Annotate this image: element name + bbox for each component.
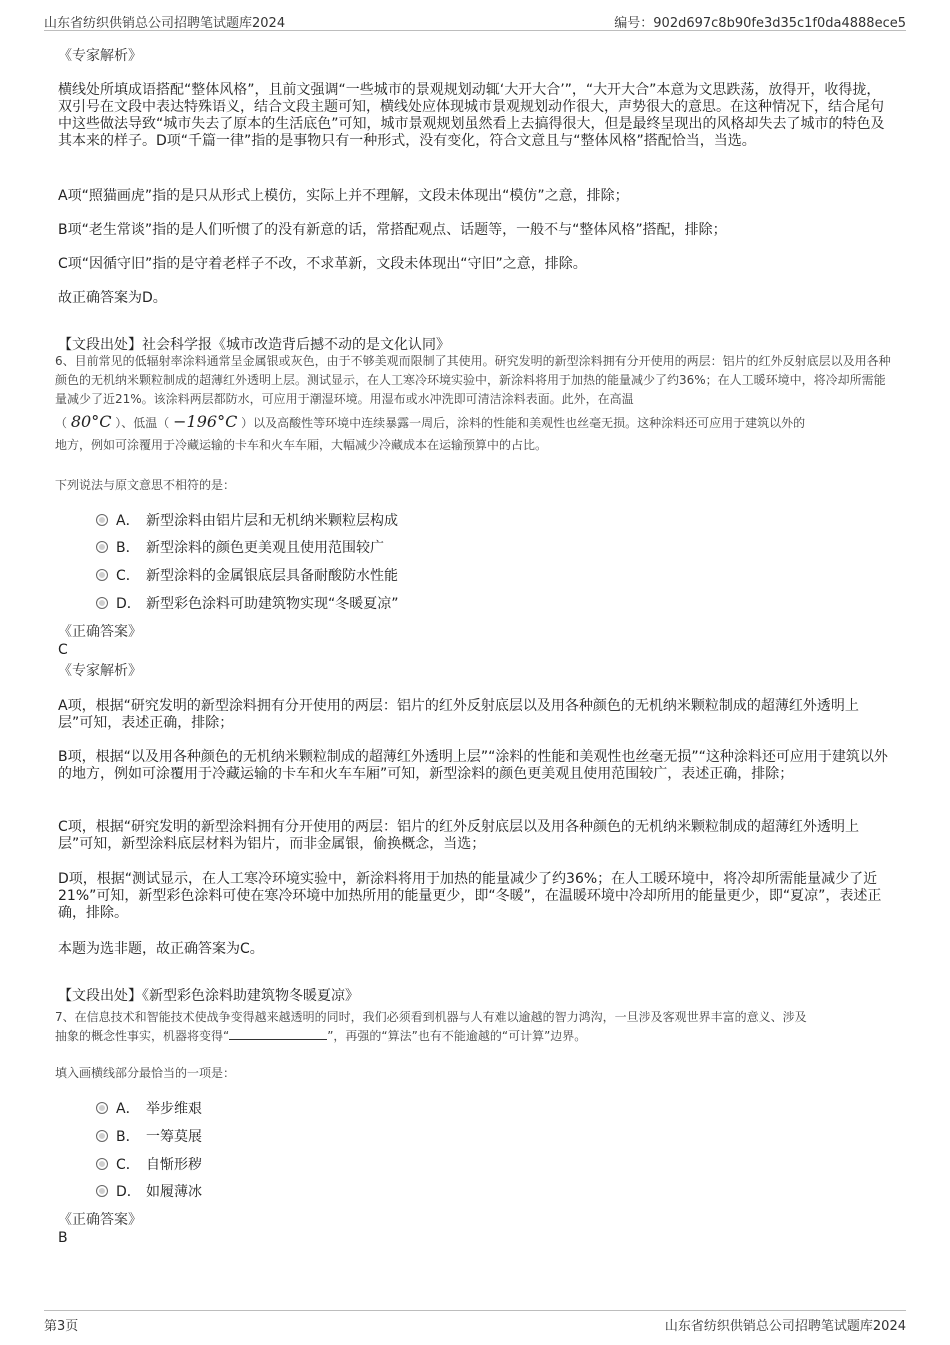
footer-page-number: 第3页 [44, 1319, 79, 1334]
page-header [44, 8, 906, 31]
q7-option-d[interactable] [96, 1181, 202, 1203]
q6-analysis-c: C项，根据“研究发明的新型涂料拥有分开使用的两层：铝片的红外反射底层以及用各种颜色的无机纳米颗粒制成的超薄红外透明上层”可知，新型涂料底层材料为铝片，而非金属银，偷换概念，当选； [58, 819, 860, 852]
option-text: 自惭形秽 [146, 1157, 202, 1173]
radio-icon[interactable] [96, 514, 108, 526]
q7-stem-after-blank: ”，再强的“算法”也有不能逾越的“可计算”边界。 [327, 1029, 587, 1043]
option-letter: C． [116, 568, 140, 584]
radio-icon[interactable] [96, 1185, 108, 1197]
q6-stem-part3: 地方，例如可涂覆用于冷藏运输的卡车和火车车厢，大幅减少冷藏成本在运输预算中的占比。 [55, 438, 548, 452]
option-text: 如履薄冰 [146, 1184, 202, 1200]
radio-icon[interactable] [96, 1158, 108, 1170]
q6-option-c[interactable] [96, 565, 398, 587]
radio-icon[interactable] [96, 569, 108, 581]
q7-answer-label: 《正确答案》 [58, 1212, 142, 1228]
q5-analysis-text: 横线处所填成语搭配“整体风格”，且前文强调“一些城市的景观规划动辄‘大开大合’”，“大开大合”本意为文思跌荡，放得开，收得拢，双引号在文段中表达特殊语义，结合文段主题可知，横线处应体现城市景观规划动作很大，声势很大的意思。在这种情况下，结合尾句中这些做法导致“城市失去了原本的生活底色”可知，城市景观规划虽然看上去搞得很大，但是最终呈现出的风格却失去了城市的特色及其本来的样子。D项“千篇一律”指的是事物只有一种形式，没有变化，符合文意且与“整体风格”搭配恰当，当选。 [58, 82, 885, 149]
option-letter: B． [116, 540, 140, 556]
q7-option-c[interactable] [96, 1154, 202, 1176]
q6-answer-value: C [58, 642, 68, 658]
q6-answer-label: 《正确答案》 [58, 624, 142, 640]
option-text: 一筹莫展 [146, 1129, 202, 1145]
q6-option-b[interactable] [96, 537, 384, 559]
option-text: 新型涂料的颜色更美观且使用范围较广 [146, 540, 384, 556]
q7-prompt: 填入画横线部分最恰当的一项是： [55, 1066, 236, 1080]
radio-icon[interactable] [96, 541, 108, 553]
option-text: 新型彩色涂料可助建筑物实现“冬暖夏凉” [146, 596, 399, 612]
footer-title: 山东省纺织供销总公司招聘笔试题库2024 [664, 1319, 906, 1334]
radio-icon[interactable] [96, 1102, 108, 1114]
q6-analysis-b: B项，根据“以及用各种颜色的无机纳米颗粒制成的超薄红外透明上层”“涂料的性能和美观性也丝毫无损”“这种涂料还可应用于建筑以外的地方，例如可涂覆用于冷藏运输的卡车和火车车厢”可知，新型涂料的颜色更美观且使用范围较广，表述正确，排除； [58, 749, 888, 782]
q6-option-a[interactable] [96, 510, 398, 532]
q6-stem-mid: ）、低温（ [115, 416, 170, 430]
option-letter: A． [116, 513, 140, 529]
q6-stem-paren-open: （ [55, 416, 68, 430]
q7-option-a[interactable] [96, 1098, 202, 1120]
page-footer [44, 1310, 906, 1333]
option-letter: C． [116, 1157, 140, 1173]
q7-answer-value: B [58, 1230, 68, 1246]
header-code: 编号：902d697c8b90fe3d35c1f0da4888ece5 [614, 16, 906, 31]
q6-analysis-d: D项，根据“测试显示，在人工寒冷环境实验中，新涂料将用于加热的能量减少了约36%；在人工暖环境中，将冷却所需能量减少了近21%”可知，新型彩色涂料可使在寒冷环境中加热所用的能量更少，即“冬暖”，在温暖环境中冷却所用的能量更少，即“夏凉”，表述正确，排除。 [58, 871, 882, 921]
option-text: 新型涂料由铝片层和无机纳米颗粒层构成 [146, 513, 398, 529]
option-letter: D． [116, 596, 141, 612]
q6-stem-part1: 6、目前常见的低辐射率涂料通常呈金属银或灰色，由于不够美观而限制了其使用。研究发明的新型涂料拥有分开使用的两层：铝片的红外反射底层以及用各种颜色的无机纳米颗粒制成的超薄红外透明上层。测试显示，在人工寒冷环境实验中，新涂料将用于加热的能量减少了约36%；在人工暖环境中，将冷却所需能量减少了近21%。该涂料两层都防水，可应用于潮湿环境。用湿布或水冲洗即可清洁涂料表面。此外，在高温 [55, 354, 891, 406]
q7-stem [55, 1008, 893, 1046]
q6-prompt: 下列说法与原文意思不相符的是： [55, 478, 236, 492]
option-letter: A． [116, 1101, 140, 1117]
option-letter: B． [116, 1129, 140, 1145]
radio-icon[interactable] [96, 597, 108, 609]
q6-analysis-a: A项，根据“研究发明的新型涂料拥有分开使用的两层：铝片的红外反射底层以及用各种颜色的无机纳米颗粒制成的超薄红外透明上层”可知，表述正确，排除； [58, 698, 859, 731]
radio-icon[interactable] [96, 1130, 108, 1142]
q6-stem [55, 352, 893, 455]
q6-analysis-label: 《专家解析》 [58, 663, 142, 679]
answer-blank [229, 1027, 327, 1040]
q5-source: 【文段出处】社会科学报《城市改造背后撼不动的是文化认同》 [58, 337, 450, 353]
q6-stem-part2 [55, 409, 893, 436]
q5-analysis-item-b: B项“老生常谈”指的是人们听惯了的没有新意的话，常搭配观点、话题等，一般不与“整体风格”搭配，排除； [58, 222, 727, 238]
option-letter: D． [116, 1184, 141, 1200]
q6-option-d[interactable] [96, 593, 399, 615]
q7-option-b[interactable] [96, 1126, 202, 1148]
q5-analysis-item-c: C项“因循守旧”指的是守着老样子不改，不求革新，文段未体现出“守旧”之意，排除。 [58, 256, 587, 272]
q6-stem-rest: ）以及高酸性等环境中连续暴露一周后，涂料的性能和美观性也丝毫无损。这种涂料还可应用于建筑以外的 [241, 416, 806, 430]
q6-conclusion: 本题为选非题，故正确答案为C。 [58, 941, 264, 957]
q6-temp-low: −196°C [173, 412, 238, 431]
option-text: 新型涂料的金属银底层具备耐酸防水性能 [146, 568, 398, 584]
q5-conclusion: 故正确答案为D。 [58, 290, 167, 306]
q5-analysis-label: 《专家解析》 [58, 48, 142, 64]
q7-stem-before-blank: 抽象的概念性事实，机器将变得“ [55, 1029, 230, 1043]
q6-temp-high: 80°C [70, 412, 112, 431]
q5-analysis-item-a: A项“照猫画虎”指的是只从形式上模仿，实际上并不理解，文段未体现出“模仿”之意，排除； [58, 188, 629, 204]
option-text: 举步维艰 [146, 1101, 202, 1117]
q7-stem-part2 [55, 1027, 893, 1046]
q6-source: 【文段出处】《新型彩色涂料助建筑物冬暖夏凉》 [58, 988, 359, 1004]
header-title: 山东省纺织供销总公司招聘笔试题库2024 [44, 16, 286, 31]
q7-stem-part1: 7、在信息技术和智能技术使战争变得越来越透明的同时，我们必须看到机器与人有难以逾越的智力鸿沟，一旦涉及客观世界丰富的意义、涉及 [55, 1010, 807, 1024]
